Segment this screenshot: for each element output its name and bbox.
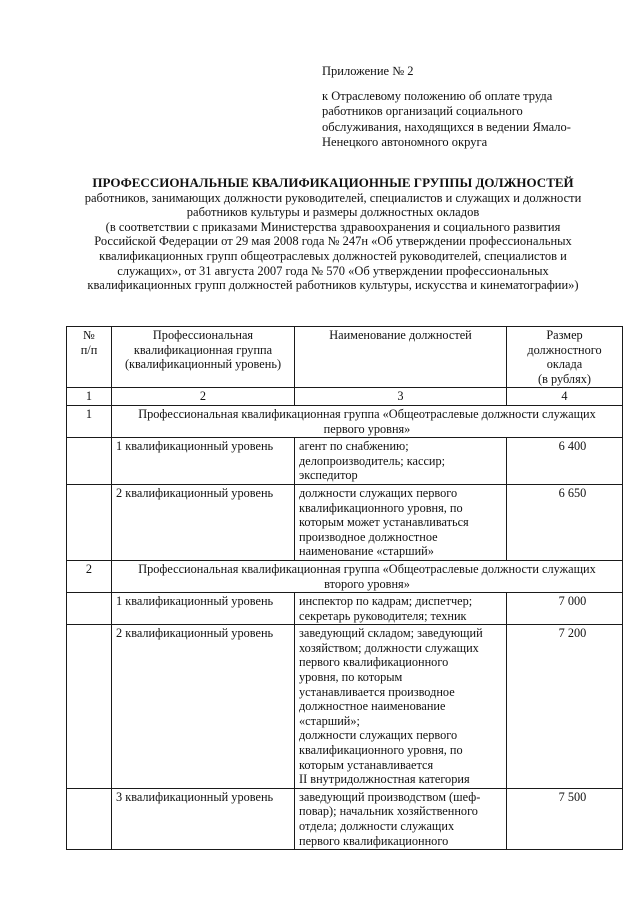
group-row	[67, 405, 623, 437]
salary-cell: 6 650	[507, 484, 623, 560]
positions-cell: инспектор по кадрам; диспетчер; секретарь руководителя; техник	[295, 593, 507, 625]
column-number-row	[67, 388, 623, 406]
col-number: 1	[67, 388, 112, 406]
level-cell: 1 квалификационный уровень	[112, 593, 295, 625]
col-number: 3	[295, 388, 507, 406]
salary-cell: 7 500	[507, 788, 623, 849]
empty-cell	[67, 438, 112, 485]
positions-table	[66, 326, 623, 850]
appendix-line: к Отраслевому положению об оплате труда	[322, 88, 553, 103]
empty-cell	[67, 484, 112, 560]
empty-cell	[67, 593, 112, 625]
document-heading	[66, 176, 600, 293]
table-header-row	[67, 327, 623, 388]
salary-cell: 7 200	[507, 625, 623, 789]
col-number: 4	[507, 388, 623, 406]
salary-cell: 6 400	[507, 438, 623, 485]
positions-cell: заведующий производством (шеф- повар); начальник хозяйственного отдела; должности служащих первого квалификационного	[295, 788, 507, 849]
group-row	[67, 560, 623, 592]
header-num: № п/п	[67, 327, 112, 388]
heading-line: квалификационных групп общеотраслевых должностей руководителей, специалистов и	[99, 248, 567, 263]
appendix-line: работников организаций социального	[322, 104, 523, 118]
empty-cell	[67, 625, 112, 789]
header-group: Профессиональная квалификационная группа (квалификационный уровень)	[112, 327, 295, 388]
group-number: 1	[67, 405, 112, 437]
heading-line: работников культуры и размеры должностных окладов	[186, 205, 480, 220]
table-row	[67, 484, 623, 560]
empty-cell	[67, 788, 112, 849]
heading-line: работников, занимающих должности руководителей, специалистов и служащих и должности	[84, 190, 582, 205]
table-row	[67, 438, 623, 485]
group-title: Профессиональная квалификационная группа «Общеотраслевые должности служащих второго уровня»	[112, 560, 623, 592]
appendix-line: обслуживания, находящихся в ведении Ямало-	[322, 119, 571, 134]
appendix-line: Ненецкого автономного округа	[322, 135, 488, 149]
salary-cell: 7 000	[507, 593, 623, 625]
level-cell: 2 квалификационный уровень	[112, 625, 295, 789]
heading-line: Российской Федерации от 29 мая 2008 года № 247н «Об утверждении профессиональных	[94, 234, 572, 249]
appendix-number: Приложение № 2	[322, 64, 414, 78]
positions-cell: должности служащих первого квалификационного уровня, по которым может устанавливаться производное должностное наименование «старший»	[295, 484, 507, 560]
table-row	[67, 788, 623, 849]
col-number: 2	[112, 388, 295, 406]
heading-line: квалификационных групп должностей работников культуры, искусства и кинематографии»)	[87, 278, 579, 293]
heading-line: служащих», от 31 августа 2007 года № 570 «Об утверждении профессиональных	[117, 263, 549, 278]
heading-line: (в соответствии с приказами Министерства здравоохранения и социального развития	[105, 219, 561, 234]
positions-cell: заведующий складом; заведующий хозяйством; должности служащих первого квалификационного уровня, по которым устанавливается производное должностное наименование «старший»; должности служащих первого квалификационного уровня, по которым устанавливается II внутридолжностная категория	[295, 625, 507, 789]
positions-cell: агент по снабжению; делопроизводитель; кассир; экспедитор	[295, 438, 507, 485]
heading-title: ПРОФЕССИОНАЛЬНЫЕ КВАЛИФИКАЦИОННЫЕ ГРУППЫ ДОЛЖНОСТЕЙ	[92, 175, 574, 190]
appendix-block	[322, 64, 612, 151]
table-row	[67, 625, 623, 789]
level-cell: 2 квалификационный уровень	[112, 484, 295, 560]
group-number: 2	[67, 560, 112, 592]
level-cell: 1 квалификационный уровень	[112, 438, 295, 485]
level-cell: 3 квалификационный уровень	[112, 788, 295, 849]
group-title: Профессиональная квалификационная группа «Общеотраслевые должности служащих первого уровня»	[112, 405, 623, 437]
table-row	[67, 593, 623, 625]
header-positions: Наименование должностей	[295, 327, 507, 388]
header-salary: Размер должностного оклада (в рублях)	[507, 327, 623, 388]
